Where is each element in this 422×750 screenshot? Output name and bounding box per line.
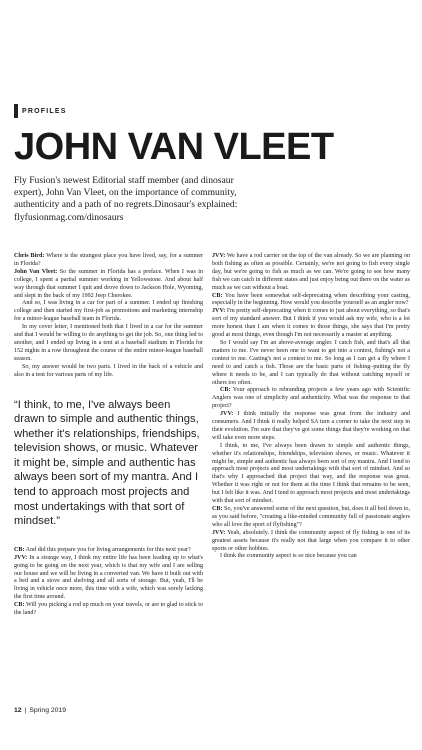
speaker-label: JVV: bbox=[220, 411, 234, 418]
page-number: 12 bbox=[14, 707, 22, 714]
body-paragraph: So I would say I'm an above-average angler. I catch fish, and that's all that matters to me. I've never been one to want to get into a contest, fishing's not a contest to me. Casting's not a contest to me. So long as I can get a fly where I need to and catch a fish. Those are the basic parts of fishing–putting the fly where it needs to be, and I can typically do that without catching myself or others too often. bbox=[212, 339, 410, 386]
body-paragraph: I think the community aspect is so nice because you can bbox=[220, 553, 357, 560]
qa-paragraph: JVV: Yeah, absolutely. I think the community aspect of fly fishing is one of its greatest assets because it's really not that large when you compare it to other sports or other hobbies. bbox=[212, 529, 410, 552]
page-footer bbox=[14, 707, 66, 714]
dek-line: authenticity and a path of no regrets.Dinosaur's explained: bbox=[14, 199, 238, 211]
dek-link[interactable]: flyfusionmag.com/dinosaurs bbox=[14, 211, 124, 223]
qa-paragraph: JVV: I'm pretty self-deprecating when it comes to just about everything, so that's sort of my standard answer. But I think if you would ask my wife, who is a lot more honest than I am when it comes to those things, she says that I'm pretty good at most things, even though I'm not necessarily a master at anything. bbox=[212, 308, 410, 339]
body-paragraph: In my cover letter, I mentioned both that I lived in a car for the summer and that I would be willing to do anything to get the job. So, one thing led to another, and I ended up living in a tent at a baseball stadium in Florida for 152 nights in a row throughout the course of the entire minor-league baseball season. bbox=[14, 324, 203, 362]
speaker-label: John Van Vleet: bbox=[14, 268, 58, 275]
issue-label: Spring 2019 bbox=[29, 707, 66, 714]
speaker-label: CB: bbox=[212, 506, 223, 512]
section-header bbox=[14, 104, 67, 118]
qa-paragraph: CB: So, you've answered some of the next question, but, does it all boil down to, as you said before, "creating a like-minded community full of passionate anglers who all love the sport of flyfishing"? bbox=[212, 506, 410, 528]
footer-separator: | bbox=[24, 707, 27, 714]
qa-paragraph: CB: You have been somewhat self-deprecating when describing your casting, especially in the beginning. How would you describe yourself as an angler now? bbox=[212, 292, 410, 307]
section-marker-bar bbox=[14, 104, 18, 118]
body-paragraph: And so, I was living in a car for part of a summer. I ended up finishing college and then started my first-job as promotions and marketing internship for a minor-league baseball team in Florida. bbox=[14, 300, 203, 323]
body-paragraph: I think, to me, I've always been drawn to simple and authentic things, whether it's relationships, friendships, television shows, or music. Whatever it might be, simple and authentic has always been sort of my mantra. And I tend to approach most projects and most undertakings with that sort of mindset. And so that's why I approached that project that way, and the response was great. Whether it was right or not for them at the time I think that remains to be seen, but I felt like it was. And I tend to approach most projects and most undertakings with that sort of mindset. bbox=[212, 442, 410, 505]
speaker-label: JVV: bbox=[212, 529, 226, 536]
dek-line: Fly Fusion's newest Editorial staff member (and dinosaur bbox=[14, 175, 234, 186]
qa-paragraph: CB: Your approach to rebranding projects a few years ago with Scientific Anglers was one of simplicity and authenticity. What was the response to that project? bbox=[212, 387, 410, 410]
section-label: PROFILES bbox=[22, 107, 67, 115]
article-dek bbox=[14, 175, 314, 224]
qa-paragraph: JVV: We have a rod carrier on the top of the van already. So we are planning on both fishing as often as possible. Certainly, we're not going to fish every single day, but we're going to fish as much as we can. We're going to see how many fish we can catch in different states and just enjoy being out there on the water as much as we can without a boat. bbox=[212, 253, 410, 291]
dek-line: expert), John Van Vleet, on the importance of community, bbox=[14, 187, 237, 199]
speaker-label: JVV: bbox=[14, 554, 28, 561]
qa-paragraph: John Van Vleet: So the summer in Florida has a preface. When I was in college, I spent a partial summer working in Yellowstone. And about half way through that summer I quit and drove down to Jackson Hole, Wyoming, and slept in the back of my 1992 Jeep Cherokee. bbox=[14, 268, 203, 299]
speaker-label: CB: bbox=[14, 602, 25, 609]
speaker-label: JVV: bbox=[212, 308, 226, 315]
pull-quote: “I think, to me, I've always been drawn to simple and authentic things, whether it's relationships, friendships, television shows, or music. Whatever it might be, simple and authentic has always been sort of my mantra. And I tend to approach most projects and most undertakings with that sort of mindset.” bbox=[14, 398, 200, 528]
speaker-label: Chris Bird: bbox=[14, 253, 45, 259]
qa-paragraph: CB: And did this prepare you for living arrangements for this next year? bbox=[14, 546, 191, 553]
qa-paragraph: CB: Will you picking a rod up much on your travels, or are to glad to stick to the land? bbox=[14, 602, 203, 617]
left-column bbox=[14, 253, 203, 618]
qa-paragraph: Chris Bird: Where is the strangest place you have lived, say, for a summer in Florida? bbox=[14, 253, 203, 267]
speaker-label: CB: bbox=[212, 292, 223, 299]
right-column bbox=[212, 253, 410, 561]
qa-paragraph: JVV: I think initially the response was great from the industry and consumers. And I think it really helped SA turn a corner to take the next step in their evolution. I'm sure that they've got some things that they're working on that will take even more steps. bbox=[212, 411, 410, 441]
article-title: JOHN VAN VLEET bbox=[14, 126, 334, 168]
speaker-label: JVV: bbox=[212, 253, 226, 259]
speaker-label: CB: bbox=[220, 387, 231, 394]
speaker-label: CB: bbox=[14, 546, 25, 553]
qa-paragraph: JVV: In a strange way, I think my entire life has been leading up to what's going to be going on the next year, which is that my wife and I are selling our house and we will be living in a converted van. We have it built out with a bed and a stove and shelving and all sorts of storage. But, yeah, I'll be living in vehicle once more, this time with a wife, which was sorely lacking the first time around. bbox=[14, 554, 203, 601]
body-paragraph: So, my answer would be two parts. I lived in the back of a vehicle and also in a tent for various parts of my life. bbox=[14, 363, 203, 378]
